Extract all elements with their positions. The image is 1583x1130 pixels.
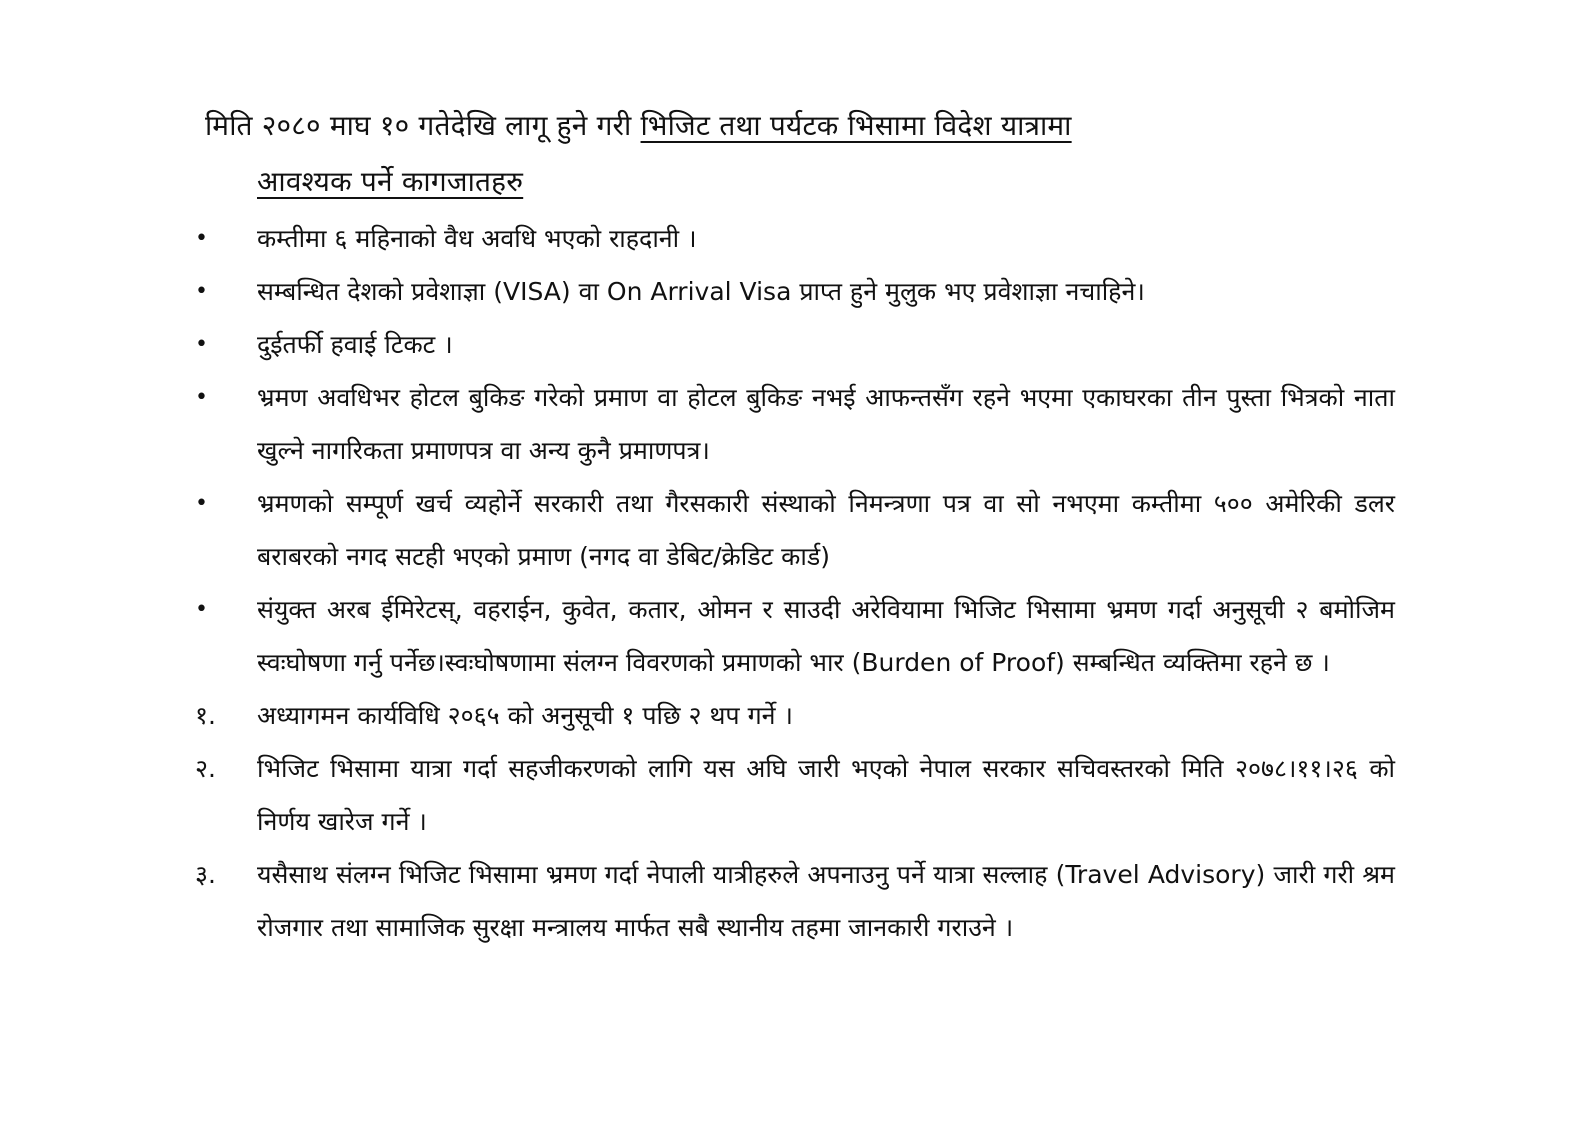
- bullet-marker: •: [195, 332, 208, 357]
- numbered-item-text: अध्यागमन कार्यविधि २०६५ को अनुसूची १ पछि २ थप गर्ने ।: [257, 701, 793, 730]
- list-item: [195, 477, 1395, 583]
- numbered-item: [195, 848, 1395, 954]
- heading-underlined-line1: भिजिट तथा पर्यटक भिसामा विदेश यात्रामा: [640, 109, 1072, 142]
- document-heading: [205, 98, 1385, 210]
- heading-underlined-line2: आवश्यक पर्ने कागजातहरु: [257, 165, 524, 198]
- list-item: [195, 318, 1395, 371]
- list-item-text: संयुक्त अरब ईमिरेटस्, वहराईन, कुवेत, कतार, ओमन र साउदी अरेवियामा भिजिट भिसामा भ्रमण गर्दा अनुसूची २ बमोजिम स्वःघोषणा गर्नु पर्नेछ।स्वःघोषणामा संलग्न विवरणको प्रमाणको भार (Burden of Proof) सम्बन्धित व्यक्तिमा रहने छ ।: [257, 595, 1395, 677]
- list-item-text: सम्बन्धित देशको प्रवेशाज्ञा (VISA) वा On Arrival Visa प्राप्त हुने मुलुक भए प्रवेशाज्ञा नचाहिने।: [257, 277, 1145, 306]
- requirements-list: [195, 212, 1395, 954]
- numbered-item-text: यसैसाथ संलग्न भिजिट भिसामा भ्रमण गर्दा नेपाली यात्रीहरुले अपनाउनु पर्ने यात्रा सल्लाह (Travel Advisory) जारी गरी श्रम रोजगार तथा सामाजिक सुरक्षा मन्त्रालय मार्फत सबै स्थानीय तहमा जानकारी गराउने ।: [257, 860, 1395, 942]
- list-item-text: दुईतर्फी हवाई टिकट ।: [257, 330, 453, 359]
- bullet-marker: •: [195, 491, 208, 516]
- list-item: [195, 371, 1395, 477]
- heading-prefix: मिति २०८० माघ १० गतेदेखि लागू हुने गरी: [205, 109, 641, 142]
- number-marker: ३.: [195, 860, 216, 889]
- bullet-marker: •: [195, 597, 208, 622]
- bullet-marker: •: [195, 385, 208, 410]
- list-item-text: भ्रमण अवधिभर होटल बुकिङ गरेको प्रमाण वा होटल बुकिङ नभई आफन्तसँग रहने भएमा एकाघरका तीन पुस्ता भित्रको नाता खुल्ने नागरिकता प्रमाणपत्र वा अन्य कुनै प्रमाणपत्र।: [257, 383, 1395, 465]
- list-item: [195, 583, 1395, 689]
- numbered-item-text: भिजिट भिसामा यात्रा गर्दा सहजीकरणको लागि यस अघि जारी भएको नेपाल सरकार सचिवस्तरको मिति २०७८।११।२६ को निर्णय खारेज गर्ने ।: [257, 754, 1395, 836]
- list-item: [195, 212, 1395, 265]
- numbered-item: [195, 742, 1395, 848]
- bullet-marker: •: [195, 226, 208, 251]
- number-marker: १.: [195, 701, 216, 730]
- numbered-item: [195, 689, 1395, 742]
- number-marker: २.: [195, 754, 216, 783]
- list-item-text: कम्तीमा ६ महिनाको वैध अवधि भएको राहदानी ।: [257, 224, 697, 253]
- list-item-text: भ्रमणको सम्पूर्ण खर्च व्यहोर्ने सरकारी तथा गैरसकारी संस्थाको निमन्त्रणा पत्र वा सो नभएमा कम्तीमा ५०० अमेरिकी डलर बराबरको नगद सटही भएको प्रमाण (नगद वा डेबिट/क्रेडिट कार्ड): [257, 489, 1395, 571]
- bullet-marker: •: [195, 279, 208, 304]
- list-item: [195, 265, 1395, 318]
